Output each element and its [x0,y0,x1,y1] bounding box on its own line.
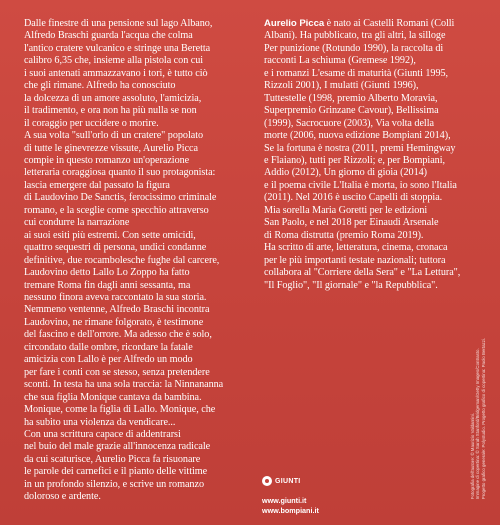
bio-line: "Il Foglio", "Il giornale" e "la Repubblica". [264,279,438,291]
bio-line: Ha scritto di arte, letteratura, cinema, cronaca [264,242,448,254]
synopsis-line: Nemmeno ventenne, Alfredo Braschi incontra [24,304,210,316]
synopsis-line: A sua volta "sull'orlo di un cratere" popolato [24,130,204,142]
bio-line: e Flaiano), tutti per Rizzoli; e, per Bompiani, [264,154,445,166]
synopsis-line: romano, e la sceglie come specchio attraverso [24,204,209,216]
bio-line: per le più importanti testate nazionali; tuttora [264,254,446,266]
synopsis-line: la dolcezza di un amore assoluto, l'amicizia, [24,92,202,104]
synopsis-line: il tradimento, e ora non ha più nulla se non [24,105,197,117]
synopsis-line: circondato dalle ombre, ricordare la fatale [24,341,193,353]
synopsis-line: doloroso e ardente. [24,491,101,503]
image-credits [470,338,486,499]
bio-line: San Paolo, e nel 2018 per Einaudi Arsenale [264,217,439,229]
synopsis-line: Dalle finestre di una pensione sul lago Albano, [24,18,213,29]
synopsis-line: lascia emergere dal passato la figura [24,179,170,191]
bio-line: morte (2006, nuova edizione Bompiani 2014), [264,130,451,142]
synopsis-line: letteraria coraggiosa quanto il suo protagonista: [24,167,216,179]
bio-line: racconti La schiuma (Gremese 1992), [264,55,416,67]
credit-line: Progetto grafico generale: Polystudio. Progetto grafico di copertina: Paolo Bertazzi. [480,337,486,499]
publisher-urls [262,496,319,516]
synopsis-line: calibro 6,35 che, insieme alla pistola con cui [24,55,204,67]
synopsis-line: nel buio del male grazie all'innocenza radicale [24,441,211,453]
synopsis-line: definitive, due rocambolesche fughe dal carcere, [24,254,220,266]
synopsis-line: quattro sequestri di persona, undici condanne [24,242,207,254]
synopsis-line: Laudovino, ne rimane folgorato, è testimone [24,316,204,328]
synopsis-line: del fascino e dell'orrore. Ma adesso che è solo, [24,329,212,341]
bio-line: Tuttestelle (1998, premio Alberto Moravia, [264,92,438,104]
synopsis-line: Con una scrittura capace di addentrarsi [24,428,181,440]
synopsis-line: Alfredo Braschi guarda l'acqua che colma [24,30,193,42]
bio-line: Mia sorella Maria Goretti per le edizioni [264,204,428,216]
credit-line: Fotografia dell'autore: © Maurizio Valdarnini. [469,412,475,499]
bio-line: (1999), Sacrocuore (2003), Via volta della [264,117,434,129]
bio-line: Rizzoli 2001), I mulatti (Giunti 1996), [264,80,419,92]
giunti-logo-icon [262,476,272,486]
synopsis-line: di tutte le ginevrezze vissute, Aurelio Picca [24,142,198,154]
bio-line: e i romanzi L'esame di maturità (Giunti 1995, [264,67,449,79]
synopsis-line: che gli rimane. Alfredo ha conosciuto [24,80,176,92]
synopsis-line: ai suoi esiti più estremi. Con sette omicidi, [24,229,196,241]
bio-line: (2011). Nel 2016 è uscito Capelli di stoppia. [264,192,443,204]
bio-line: Superpremio Grinzane Cavour), Bellissima [264,105,439,117]
bio-line: è nato ai Castelli Romani (Colli [324,18,455,29]
bio-line: di Roma distrutta (premio Roma 2019). [264,229,424,241]
synopsis-line: tremare Roma fin dagli anni sessanta, ma [24,279,191,291]
bio-line: collabora al "Corriere della Sera" e "La Lettura", [264,267,461,279]
url-giunti-link[interactable]: www.giunti.it [262,496,307,505]
bio-line-first [264,18,486,30]
synopsis-column [24,18,246,504]
publisher-logo [262,476,301,486]
synopsis-line: compie in questo romanzo un'operazione [24,154,190,166]
synopsis-line: che sua figlia Monique cantava da bambina. [24,391,202,403]
publisher-logo-text: GIUNTI [275,477,301,485]
bio-line: Se la fortuna è nostra (2011, premi Hemingway [264,142,456,154]
bio-line: Albani). Ha pubblicato, tra gli altri, la silloge [264,30,446,42]
synopsis-line: da cui scaturisce, Aurelio Picca fa risuonare [24,453,201,465]
bio-line: Addio (2012), Un giorno di gioia (2014) [264,167,428,179]
credit-line: Immagine di copertina: © Sarah Stanford/Bridgeman/Getty Images/Contrasto. [475,348,481,499]
bio-line: e il poema civile L'Italia è morta, io sono l'Italia [264,179,457,191]
synopsis-line: di Laudovino De Sanctis, ferocissimo criminale [24,192,217,204]
synopsis-line: in un profondo silenzio, e scrive un romanzo [24,478,204,490]
author-bio-column [264,18,486,292]
synopsis-line: il coraggio per uccidere o morire. [24,117,159,129]
author-name: Aurelio Picca [264,18,325,29]
synopsis-line: nessuno finora aveva raccontato la sua storia. [24,291,207,303]
synopsis-line: le parole dei carnefici e il pianto delle vittime [24,466,208,478]
synopsis-line: ha subito una violenza da vendicare... [24,416,176,428]
synopsis-line: Monique, come la figlia di Lallo. Monique, che [24,404,216,416]
synopsis-line: i suoi antenati ammazzavano i tori, è tutto ciò [24,67,208,79]
synopsis-line: sconti. In testa ha una sola traccia: la Ninnananna [24,379,224,391]
url-bompiani-link[interactable]: www.bompiani.it [262,506,319,515]
synopsis-line: per fare i conti con se stesso, senza pretendere [24,366,210,378]
synopsis-line: cui condurre la narrazione [24,217,130,229]
bio-line: Per punizione (Rotundo 1990), la raccolta di [264,42,444,54]
synopsis-line: l'antico cratere vulcanico e stringe una Beretta [24,42,211,54]
synopsis-line: amicizia con Lallo è per Alfredo un modo [24,354,193,366]
synopsis-line: Laudovino detto Lallo Lo Zoppo ha fatto [24,267,190,279]
